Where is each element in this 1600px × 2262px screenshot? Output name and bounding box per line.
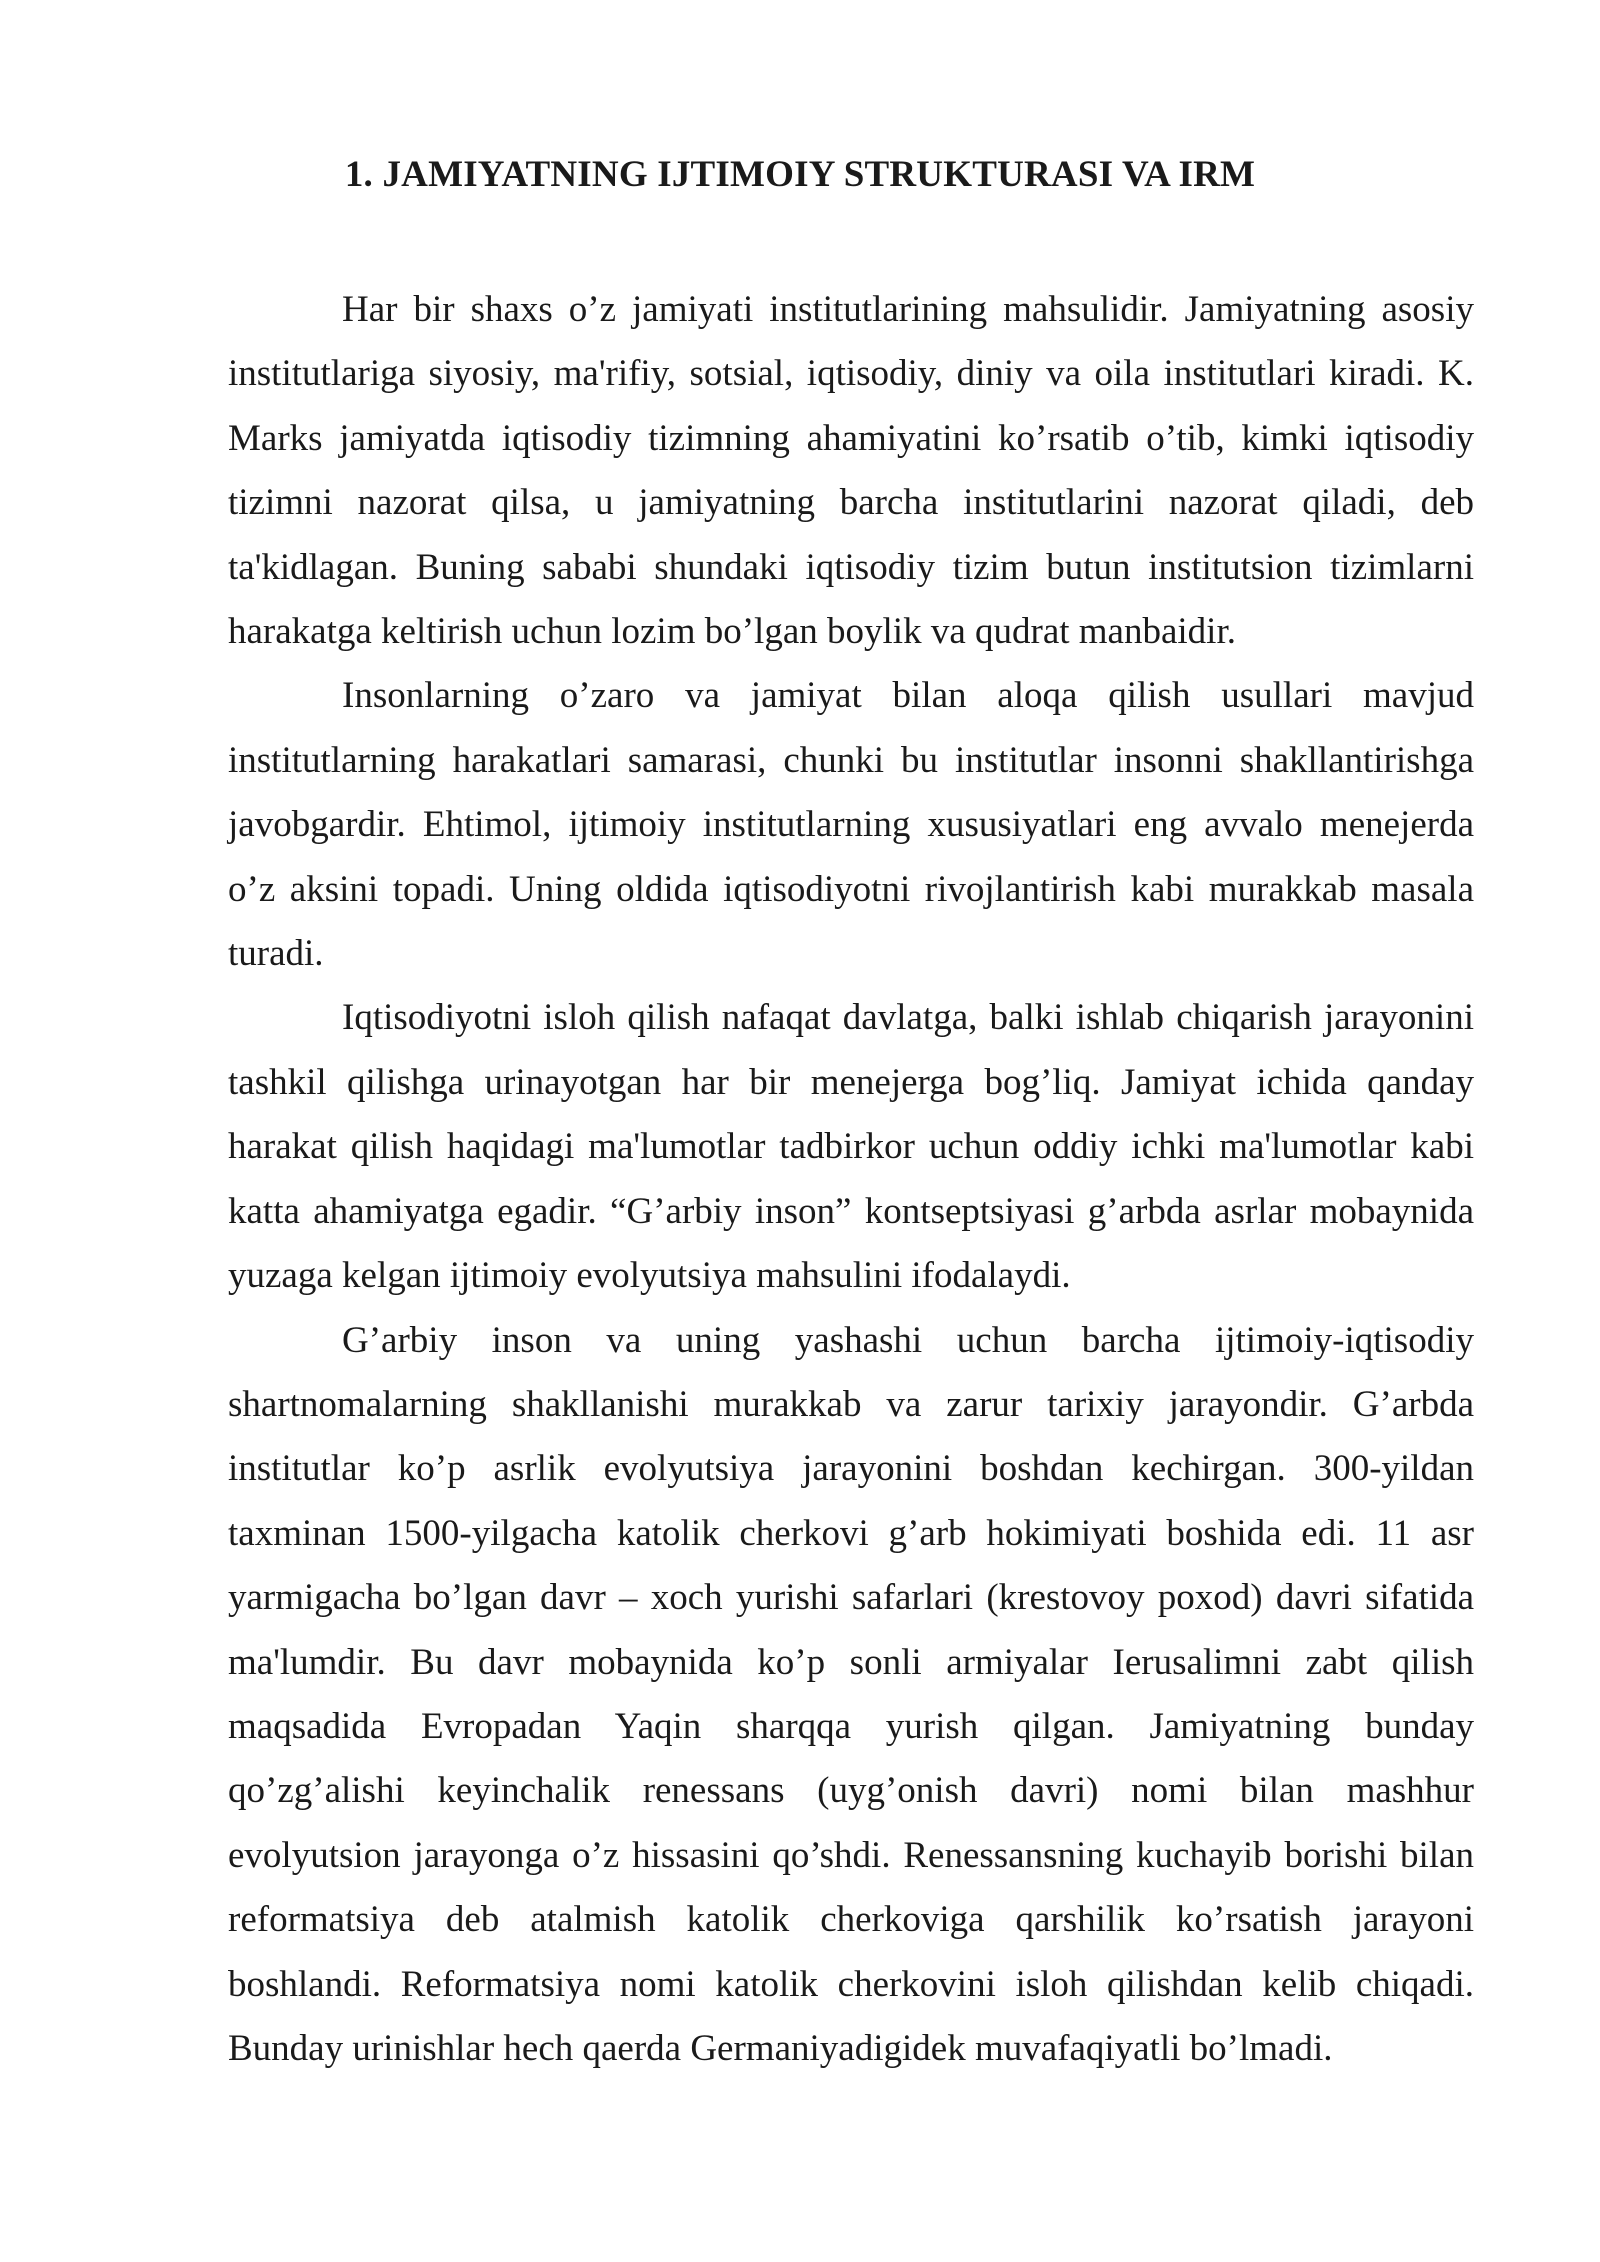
- paragraph-2: Insonlarning o’zaro va jamiyat bilan aloqa qilish usullari mavjud institutlarning harakatlari samarasi, chunki bu institutlar insonni shakllantirishga javobgardir. Ehtimol, ijtimoiy institutlarning xususiyatlari eng avvalo menejerda o’z aksini topadi. Uning oldida iqtisodiyotni rivojlantirish kabi murakkab masala turadi.: [228, 675, 1474, 975]
- paragraph-3: Iqtisodiyotni isloh qilish nafaqat davlatga, balki ishlab chiqarish jarayonini tashkil qilishga urinayotgan har bir menejerga bog’liq. Jamiyat ichida qanday harakat qilish haqidagi ma'lumotlar tadbirkor uchun oddiy ichki ma'lumotlar kabi katta ahamiyatga egadir. “G’arbiy inson” kontseptsiyasi g’arbda asrlar mobaynida yuzaga kelgan ijtimoiy evolyutsiya mahsulini ifodalaydi.: [228, 997, 1474, 1297]
- paragraph-4: G’arbiy inson va uning yashashi uchun barcha ijtimoiy-iqtisodiy shartnomalarning shakllanishi murakkab va zarur tarixiy jarayondir. G’arbda institutlar ko’p asrlik evolyutsiya jarayonini boshdan kechirgan. 300-yildan taxminan 1500-yilgacha katolik cherkovi g’arb hokimiyati boshida edi. 11 asr yarmigacha bo’lgan davr – xoch yurishi safarlari (krestovoy poxod) davri sifatida ma'lumdir. Bu davr mobaynida ko’p sonli armiyalar Ierusalimni zabt qilish maqsadida Evropadan Yaqin sharqqa yurish qilgan. Jamiyatning bunday qo’zg’alishi keyinchalik renessans (uyg’onish davri) nomi bilan mashhur evolyutsion jarayonga o’z hissasini qo’shdi. Renessansning kuchayib borishi bilan reformatsiya deb atalmish katolik cherkoviga qarshilik ko’rsatish jarayoni boshlandi. Reformatsiya nomi katolik cherkovini isloh qilishdan kelib chiqadi. Bunday urinishlar hech qaerda Germaniyadigidek muvafaqiyatli bo’lmadi.: [228, 1319, 1474, 2069]
- document-title: 1. JAMIYATNING IJTIMOIY STRUKTURASI VA IRM: [344, 154, 1256, 195]
- document-body: [228, 278, 1474, 2081]
- paragraph-1: Har bir shaxs o’z jamiyati institutlarining mahsulidir. Jamiyatning asosiy institutlariga siyosiy, ma'rifiy, sotsial, iqtisodiy, diniy va oila institutlari kiradi. K. Marks jamiyatda iqtisodiy tizimning ahamiyatini ko’rsatib o’tib, kimki iqtisodiy tizimni nazorat qilsa, u jamiyatning barcha institutlarini nazorat qiladi, deb ta'kidlagan. Buning sababi shundaki iqtisodiy tizim butun institutsion tizimlarni harakatga keltirish uchun lozim bo’lgan boylik va qudrat manbaidir.: [228, 289, 1474, 653]
